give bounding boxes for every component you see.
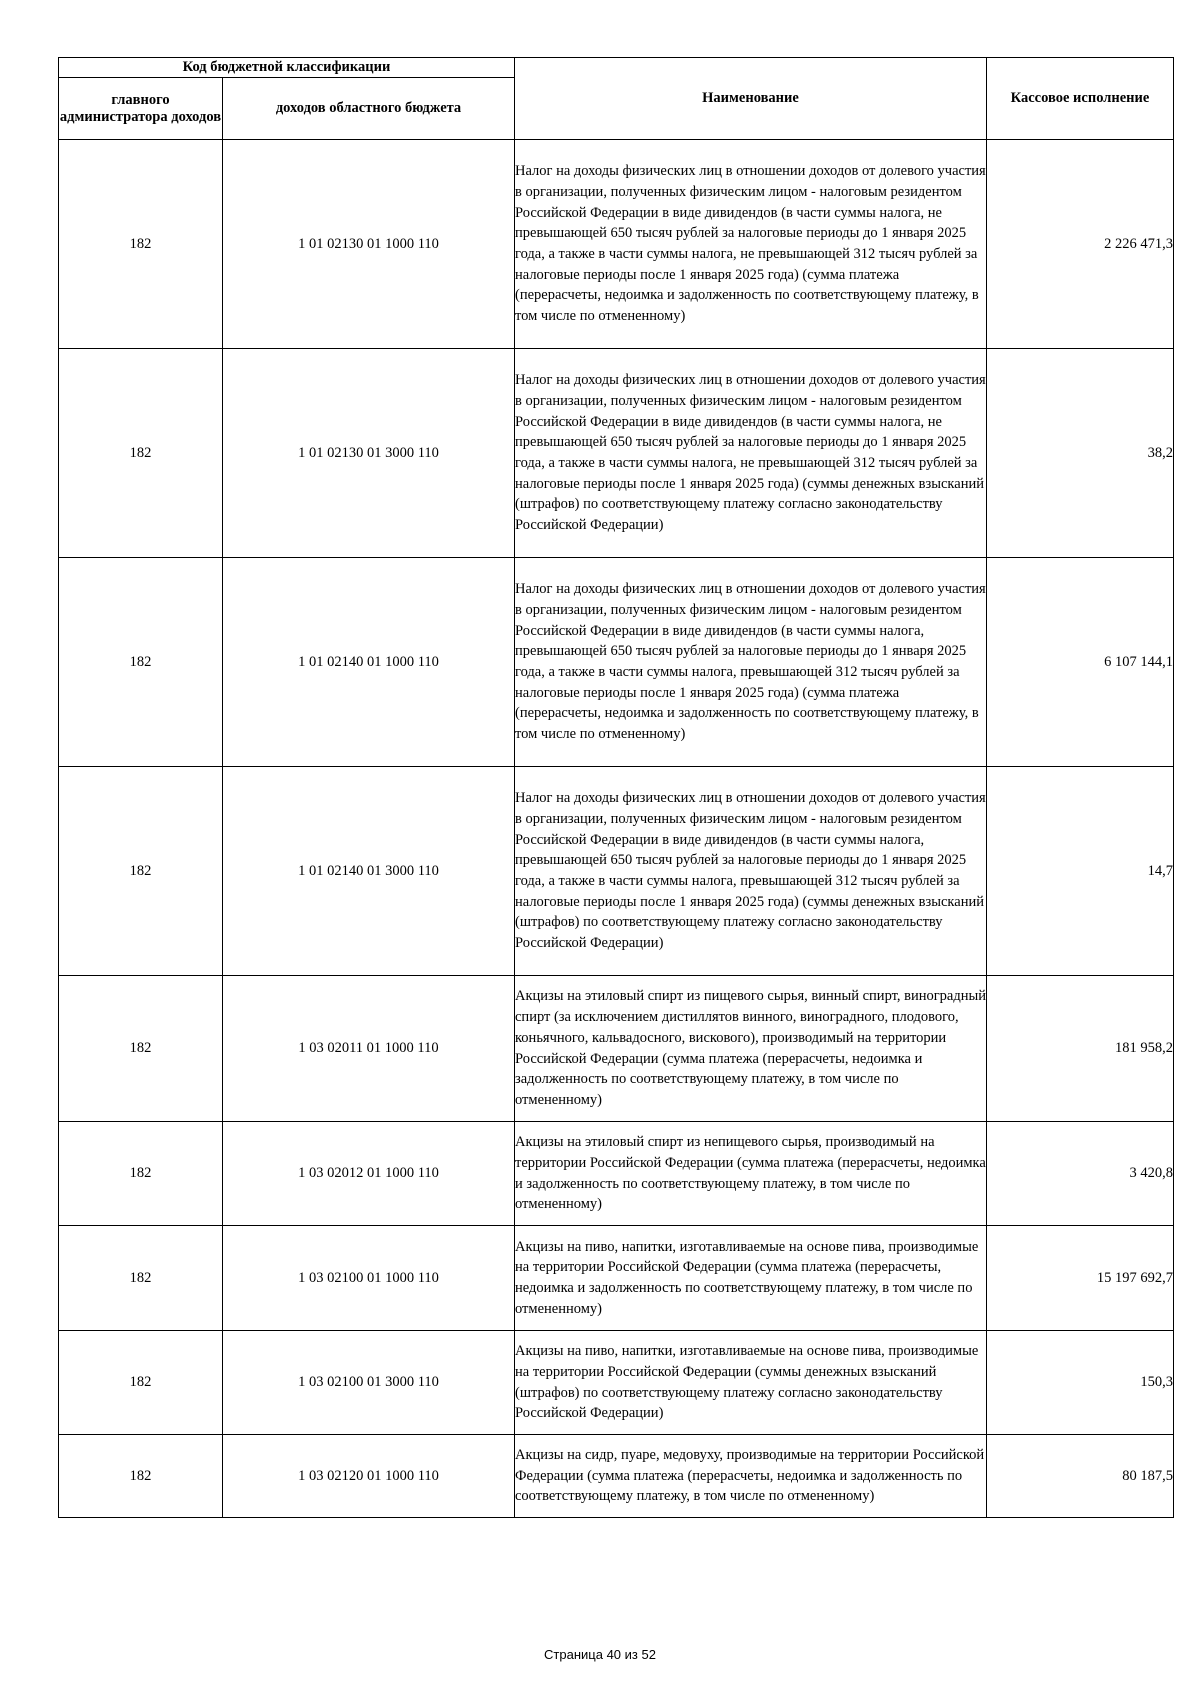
- income-name-cell: Акцизы на пиво, напитки, изготавливаемые на основе пива, производимые на территории Российской Федерации (суммы денежных взысканий (штрафов) по соответствующему платежу согласно законодательству Российской Федерации): [515, 1331, 987, 1435]
- admin-code-cell: 182: [59, 349, 223, 558]
- amount-cell: 80 187,5: [987, 1435, 1174, 1518]
- income-name-cell: Акцизы на сидр, пуаре, медовуху, производимые на территории Российской Федерации (сумма платежа (перерасчеты, недоимка и задолженность по соответствующему платежу, в том числе по отмененному): [515, 1435, 987, 1518]
- income-name-cell: Налог на доходы физических лиц в отношении доходов от долевого участия в организации, полученных физическим лицом - налоговым резидентом Российской Федерации в виде дивидендов (в части суммы налога, не превышающей 650 тысяч рублей за налоговые периоды до 1 января 2025 года, а также в части суммы налога, не превышающей 312 тысяч рублей за налоговые периоды после 1 января 2025 года) (сумма платежа (перерасчеты, недоимка и задолженность по соответствующему платежу, в том числе по отмененному): [515, 140, 987, 349]
- amount-cell: 3 420,8: [987, 1122, 1174, 1226]
- income-code-cell: 1 01 02130 01 1000 110: [223, 140, 515, 349]
- amount-column-header: Кассовое исполнение: [987, 58, 1174, 140]
- budget-table: [58, 57, 1174, 1518]
- amount-cell: 38,2: [987, 349, 1174, 558]
- table-row: [59, 1331, 1174, 1435]
- income-code-cell: 1 03 02011 01 1000 110: [223, 976, 515, 1122]
- income-code-cell: 1 01 02140 01 1000 110: [223, 558, 515, 767]
- income-name-cell: Акцизы на этиловый спирт из пищевого сырья, винный спирт, виноградный спирт (за исключением дистиллятов винного, виноградного, плодового, коньячного, кальвадосного, вискового), производимый на территории Российской Федерации (сумма платежа (перерасчеты, недоимка и задолженность по соответствующему платежу, в том числе по отмененному): [515, 976, 987, 1122]
- admin-code-cell: 182: [59, 140, 223, 349]
- table-row: [59, 1435, 1174, 1518]
- income-code-cell: 1 03 02012 01 1000 110: [223, 1122, 515, 1226]
- table-row: [59, 140, 1174, 349]
- amount-cell: 181 958,2: [987, 976, 1174, 1122]
- income-name-cell: Налог на доходы физических лиц в отношении доходов от долевого участия в организации, полученных физическим лицом - налоговым резидентом Российской Федерации в виде дивидендов (в части суммы налога, превышающей 650 тысяч рублей за налоговые периоды до 1 января 2025 года, а также в части суммы налога, превышающей 312 тысяч рублей за налоговые периоды после 1 января 2025 года) (суммы денежных взысканий (штрафов) по соответствующему платежу согласно законодательству Российской Федерации): [515, 767, 987, 976]
- admin-code-cell: 182: [59, 767, 223, 976]
- table-row: [59, 558, 1174, 767]
- amount-cell: 150,3: [987, 1331, 1174, 1435]
- table-row: [59, 1122, 1174, 1226]
- income-code-cell: 1 01 02130 01 3000 110: [223, 349, 515, 558]
- admin-code-cell: 182: [59, 1331, 223, 1435]
- code-column-header: доходов областного бюджета: [223, 78, 515, 140]
- budget-classification-header: Код бюджетной классификации: [59, 58, 515, 78]
- admin-code-cell: 182: [59, 558, 223, 767]
- income-code-cell: 1 01 02140 01 3000 110: [223, 767, 515, 976]
- table-row: [59, 767, 1174, 976]
- income-code-cell: 1 03 02100 01 3000 110: [223, 1331, 515, 1435]
- table-row: [59, 349, 1174, 558]
- table-row: [59, 976, 1174, 1122]
- amount-cell: 14,7: [987, 767, 1174, 976]
- income-name-cell: Налог на доходы физических лиц в отношении доходов от долевого участия в организации, полученных физическим лицом - налоговым резидентом Российской Федерации в виде дивидендов (в части суммы налога, не превышающей 650 тысяч рублей за налоговые периоды до 1 января 2025 года, а также в части суммы налога, не превышающей 312 тысяч рублей за налоговые периоды после 1 января 2025 года) (суммы денежных взысканий (штрафов) по соответствующему платежу согласно законодательству Российской Федерации): [515, 349, 987, 558]
- income-name-cell: Акцизы на пиво, напитки, изготавливаемые на основе пива, производимые на территории Российской Федерации (сумма платежа (перерасчеты, недоимка и задолженность по соответствующему платежу, в том числе по отмененному): [515, 1226, 987, 1331]
- admin-code-cell: 182: [59, 1122, 223, 1226]
- amount-cell: 6 107 144,1: [987, 558, 1174, 767]
- income-code-cell: 1 03 02120 01 1000 110: [223, 1435, 515, 1518]
- admin-code-cell: 182: [59, 1226, 223, 1331]
- amount-cell: 2 226 471,3: [987, 140, 1174, 349]
- income-code-cell: 1 03 02100 01 1000 110: [223, 1226, 515, 1331]
- admin-code-cell: 182: [59, 1435, 223, 1518]
- income-name-cell: Налог на доходы физических лиц в отношении доходов от долевого участия в организации, полученных физическим лицом - налоговым резидентом Российской Федерации в виде дивидендов (в части суммы налога, превышающей 650 тысяч рублей за налоговые периоды до 1 января 2025 года, а также в части суммы налога, превышающей 312 тысяч рублей за налоговые периоды после 1 января 2025 года) (сумма платежа (перерасчеты, недоимка и задолженность по соответствующему платежу, в том числе по отмененному): [515, 558, 987, 767]
- name-column-header: Наименование: [515, 58, 987, 140]
- amount-cell: 15 197 692,7: [987, 1226, 1174, 1331]
- admin-column-header: главного администратора доходов: [59, 78, 223, 140]
- income-name-cell: Акцизы на этиловый спирт из непищевого сырья, производимый на территории Российской Федерации (сумма платежа (перерасчеты, недоимка и задолженность по соответствующему платежу, в том числе по отмененному): [515, 1122, 987, 1226]
- table-row: [59, 1226, 1174, 1331]
- admin-code-cell: 182: [59, 976, 223, 1122]
- page-number: Страница 40 из 52: [544, 1647, 656, 1662]
